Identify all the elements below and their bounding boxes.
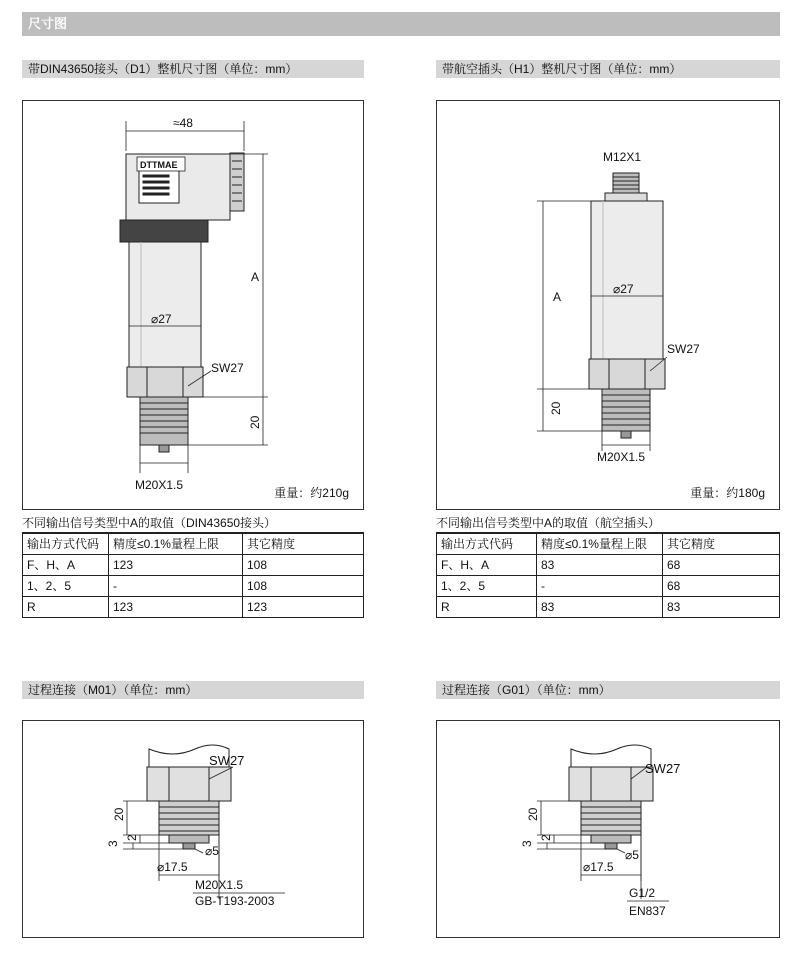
- g01-d2-dim: 2: [539, 834, 553, 841]
- table-header-cell: 精度≤0.1%量程上限: [537, 533, 663, 554]
- d1-section-title: 带DIN43650接头（D1）整机尺寸图（单位：mm）: [22, 60, 364, 78]
- m01-thread-dim: M20X1.5: [195, 878, 244, 892]
- table-cell: 83: [537, 554, 663, 575]
- d1-weight: 重量：约210g: [274, 486, 349, 500]
- page-title: 尺寸图: [22, 12, 780, 36]
- d1-drawing: [23, 101, 363, 509]
- g01-drawing: [437, 721, 779, 937]
- table-header-row: [23, 533, 364, 554]
- table-header-row: [437, 533, 780, 554]
- m01-standard: GB-T193-2003: [195, 894, 275, 908]
- table-cell: 68: [663, 575, 780, 596]
- g01-section-title: 过程连接（G01）（单位：mm）: [436, 681, 780, 699]
- h1-wrench-dim: SW27: [667, 342, 700, 356]
- table-row: [437, 554, 780, 575]
- table-row: [23, 575, 364, 596]
- table-row: [437, 596, 780, 617]
- table-row: [437, 575, 780, 596]
- table-cell: 1、2、5: [23, 575, 109, 596]
- d1-spec-table: [22, 532, 364, 618]
- d1-height-dim: A: [251, 270, 260, 284]
- d1-brand-label: DTTMAE: [140, 160, 178, 170]
- table-header-cell: 其它精度: [663, 533, 780, 554]
- g01-d20-dim: 20: [526, 807, 540, 821]
- h1-drawing-panel: [436, 100, 780, 510]
- g01-d5-dim: ⌀5: [625, 848, 639, 862]
- table-cell: F、H、A: [23, 554, 109, 575]
- h1-table-caption: 不同输出信号类型中A的取值（航空插头）: [436, 516, 661, 530]
- table-cell: 83: [537, 596, 663, 617]
- m01-drawing-panel: [22, 720, 364, 938]
- d1-wrench-dim: SW27: [211, 361, 244, 375]
- h1-weight: 重量：约180g: [690, 486, 765, 500]
- g01-d3-dim: 3: [520, 840, 534, 847]
- h1-section-title: 带航空插头（H1）整机尺寸图（单位：mm）: [436, 60, 780, 78]
- d1-table-caption: 不同输出信号类型中A的取值（DIN43650接头）: [22, 516, 277, 530]
- h1-drawing: [437, 101, 779, 509]
- table-header-cell: 输出方式代码: [23, 533, 109, 554]
- g01-wrench-dim: SW27: [645, 761, 681, 776]
- table-row: [23, 554, 364, 575]
- table-cell: 123: [109, 596, 243, 617]
- g01-thread-dim: G1/2: [629, 886, 656, 900]
- table-header-cell: 精度≤0.1%量程上限: [109, 533, 243, 554]
- table-cell: 1、2、5: [437, 575, 537, 596]
- g01-standard: EN837: [629, 904, 666, 918]
- table-cell: 123: [243, 596, 364, 617]
- h1-height-dim: A: [553, 290, 562, 304]
- table-cell: F、H、A: [437, 554, 537, 575]
- table-header-cell: 输出方式代码: [437, 533, 537, 554]
- m01-d20-dim: 20: [112, 807, 126, 821]
- table-cell: R: [437, 596, 537, 617]
- table-cell: R: [23, 596, 109, 617]
- h1-diameter-dim: ⌀27: [613, 282, 634, 296]
- table-cell: 68: [663, 554, 780, 575]
- table-cell: -: [109, 575, 243, 596]
- table-cell: -: [537, 575, 663, 596]
- h1-thread-len-dim: 20: [549, 401, 563, 415]
- h1-spec-table: [436, 532, 780, 618]
- d1-width-dim: ≈48: [173, 116, 193, 130]
- table-cell: 123: [109, 554, 243, 575]
- table-cell: 108: [243, 554, 364, 575]
- g01-d17-dim: ⌀17.5: [583, 860, 614, 874]
- m01-drawing: [23, 721, 363, 937]
- g01-drawing-panel: [436, 720, 780, 938]
- table-row: [23, 596, 364, 617]
- m01-d3-dim: 3: [106, 840, 120, 847]
- d1-thread-dim: M20X1.5: [135, 478, 184, 492]
- h1-thread-dim: M20X1.5: [597, 450, 646, 464]
- table-cell: 83: [663, 596, 780, 617]
- table-header-cell: 其它精度: [243, 533, 364, 554]
- m01-d2-dim: 2: [125, 834, 139, 841]
- m01-section-title: 过程连接（M01）（单位：mm）: [22, 681, 364, 699]
- d1-drawing-panel: [22, 100, 364, 510]
- h1-connector-dim: M12X1: [603, 150, 642, 164]
- m01-wrench-dim: SW27: [209, 753, 245, 768]
- d1-thread-len-dim: 20: [248, 415, 262, 429]
- m01-d5-dim: ⌀5: [205, 844, 219, 858]
- table-cell: 108: [243, 575, 364, 596]
- m01-d17-dim: ⌀17.5: [157, 860, 188, 874]
- d1-diameter-dim: ⌀27: [151, 312, 172, 326]
